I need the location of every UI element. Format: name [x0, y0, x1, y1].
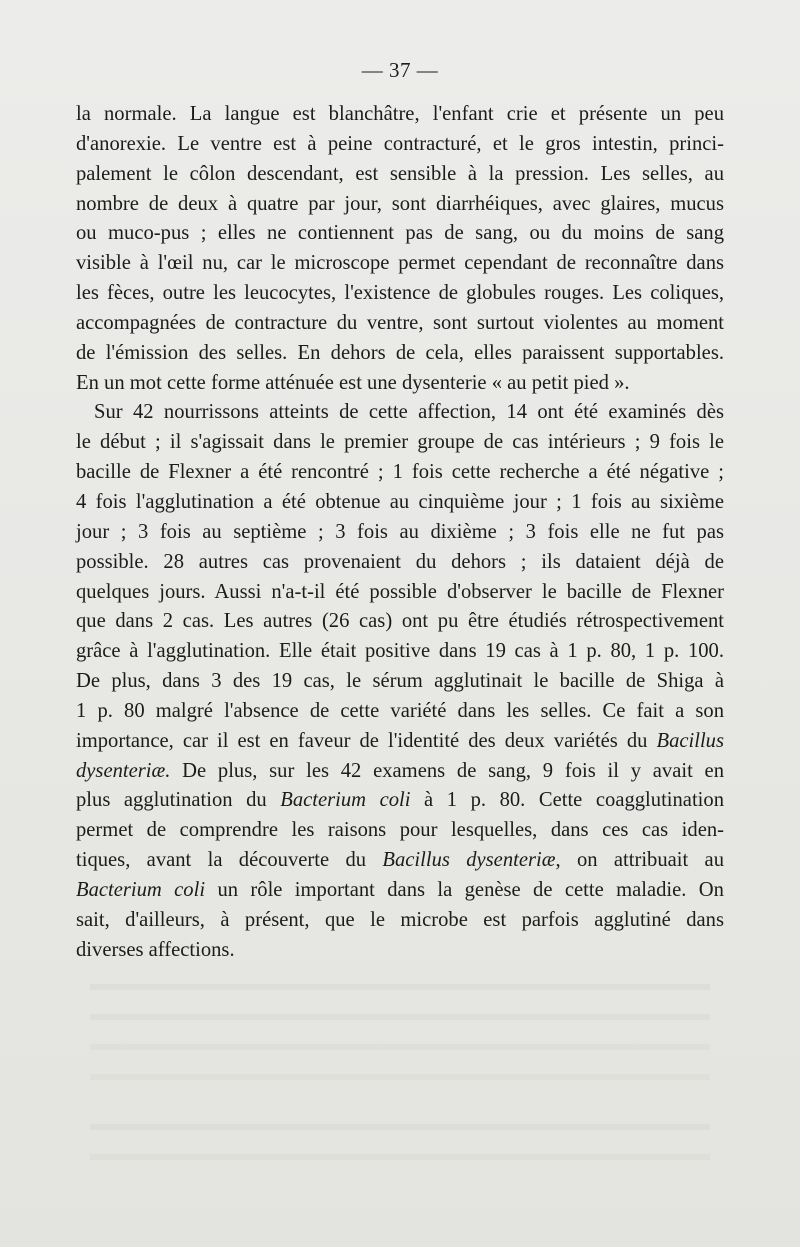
- text-line: 1 p. 80 malgré l'absence de cette variété dans les selles. Ce fait a son: [76, 699, 724, 722]
- text-line: grâce à l'agglutination. Elle était positive dans 19 cas à 1 p. 80, 1 p. 100.: [76, 640, 724, 663]
- text-line-with-italic: [76, 846, 724, 876]
- italic-term: Bacillus dysenteriæ: [382, 849, 556, 872]
- text-line: 4 fois l'agglutination a été obtenue au cinquième jour ; 1 fois au sixième: [76, 490, 724, 513]
- text-fragment: un rôle important dans la genèse de cette maladie. On: [217, 878, 724, 901]
- text-line: En un mot cette forme atténuée est une dysenterie « au petit pied ».: [76, 371, 630, 394]
- text-line: quelques jours. Aussi n'a-t-il été possible d'observer le bacille de Flexner: [76, 580, 724, 603]
- text-line: les fèces, outre les leucocytes, l'existence de globules rouges. Les coliques,: [76, 282, 724, 305]
- bleed-through-shadow: [90, 960, 710, 1100]
- text-line-with-italic: [76, 876, 724, 906]
- text-line: que dans 2 cas. Les autres (26 cas) ont pu être étudiés rétrospectivement: [76, 610, 724, 633]
- text-fragment: importance, car il est en faveur de l'identité des deux variétés du: [76, 729, 648, 752]
- text-line: possible. 28 autres cas provenaient du dehors ; ils dataient déjà de: [76, 550, 724, 573]
- text-line: visible à l'œil nu, car le microscope permet cependant de reconnaître dans: [76, 252, 724, 275]
- text-line: palement le côlon descendant, est sensible à la pression. Les selles, au: [76, 162, 724, 185]
- page-number: — 37 —: [361, 58, 439, 82]
- italic-term: dysenteriæ.: [76, 759, 171, 782]
- text-line: accompagnées de contracture du ventre, sont surtout violentes au moment: [76, 311, 724, 334]
- text-line-with-italic: [76, 786, 724, 816]
- text-line: sait, d'ailleurs, à présent, que le microbe est parfois agglutiné dans: [76, 908, 724, 931]
- text-fragment: plus agglutination du: [76, 789, 267, 812]
- body-text: [76, 100, 724, 965]
- text-fragment: De plus, sur les 42 examens de sang, 9 fois il y avait en: [170, 759, 724, 782]
- text-line: le début ; il s'agissait dans le premier groupe de cas intérieurs ; 9 fois le: [76, 431, 724, 454]
- text-line: ou muco-pus ; elles ne contiennent pas de sang, ou du moins de sang: [76, 222, 724, 245]
- italic-term: Bacterium coli: [76, 878, 206, 901]
- italic-term: Bacillus: [656, 729, 724, 752]
- text-fragment: tiques, avant la découverte du: [76, 849, 367, 872]
- text-line-with-italic: [76, 727, 724, 757]
- text-line: De plus, dans 3 des 19 cas, le sérum agglutinait le bacille de Shiga à: [76, 670, 724, 693]
- text-line: d'anorexie. Le ventre est à peine contracturé, et le gros intestin, princi-: [76, 132, 724, 155]
- text-line: la normale. La langue est blanchâtre, l'enfant crie et présente un peu: [76, 103, 724, 125]
- text-fragment: , on attribuait au: [555, 849, 724, 872]
- text-line: diverses affections.: [76, 938, 235, 961]
- italic-term: Bacterium coli: [280, 789, 411, 812]
- text-line: nombre de deux à quatre par jour, sont diarrhéiques, avec glaires, mucus: [76, 192, 724, 215]
- text-line: Sur 42 nourrissons atteints de cette affection, 14 ont été examinés dès: [94, 401, 724, 424]
- text-line: jour ; 3 fois au septième ; 3 fois au dixième ; 3 fois elle ne fut pas: [76, 520, 724, 543]
- text-line: permet de comprendre les raisons pour lesquelles, dans ces cas iden-: [76, 819, 724, 842]
- text-line: bacille de Flexner a été rencontré ; 1 fois cette recherche a été négative ;: [76, 461, 724, 484]
- text-line-with-italic: [76, 757, 724, 787]
- text-line: de l'émission des selles. En dehors de cela, elles paraissent supportables.: [76, 341, 724, 364]
- text-fragment: à 1 p. 80. Cette coagglutination: [410, 789, 724, 812]
- bleed-through-shadow: [90, 1100, 710, 1180]
